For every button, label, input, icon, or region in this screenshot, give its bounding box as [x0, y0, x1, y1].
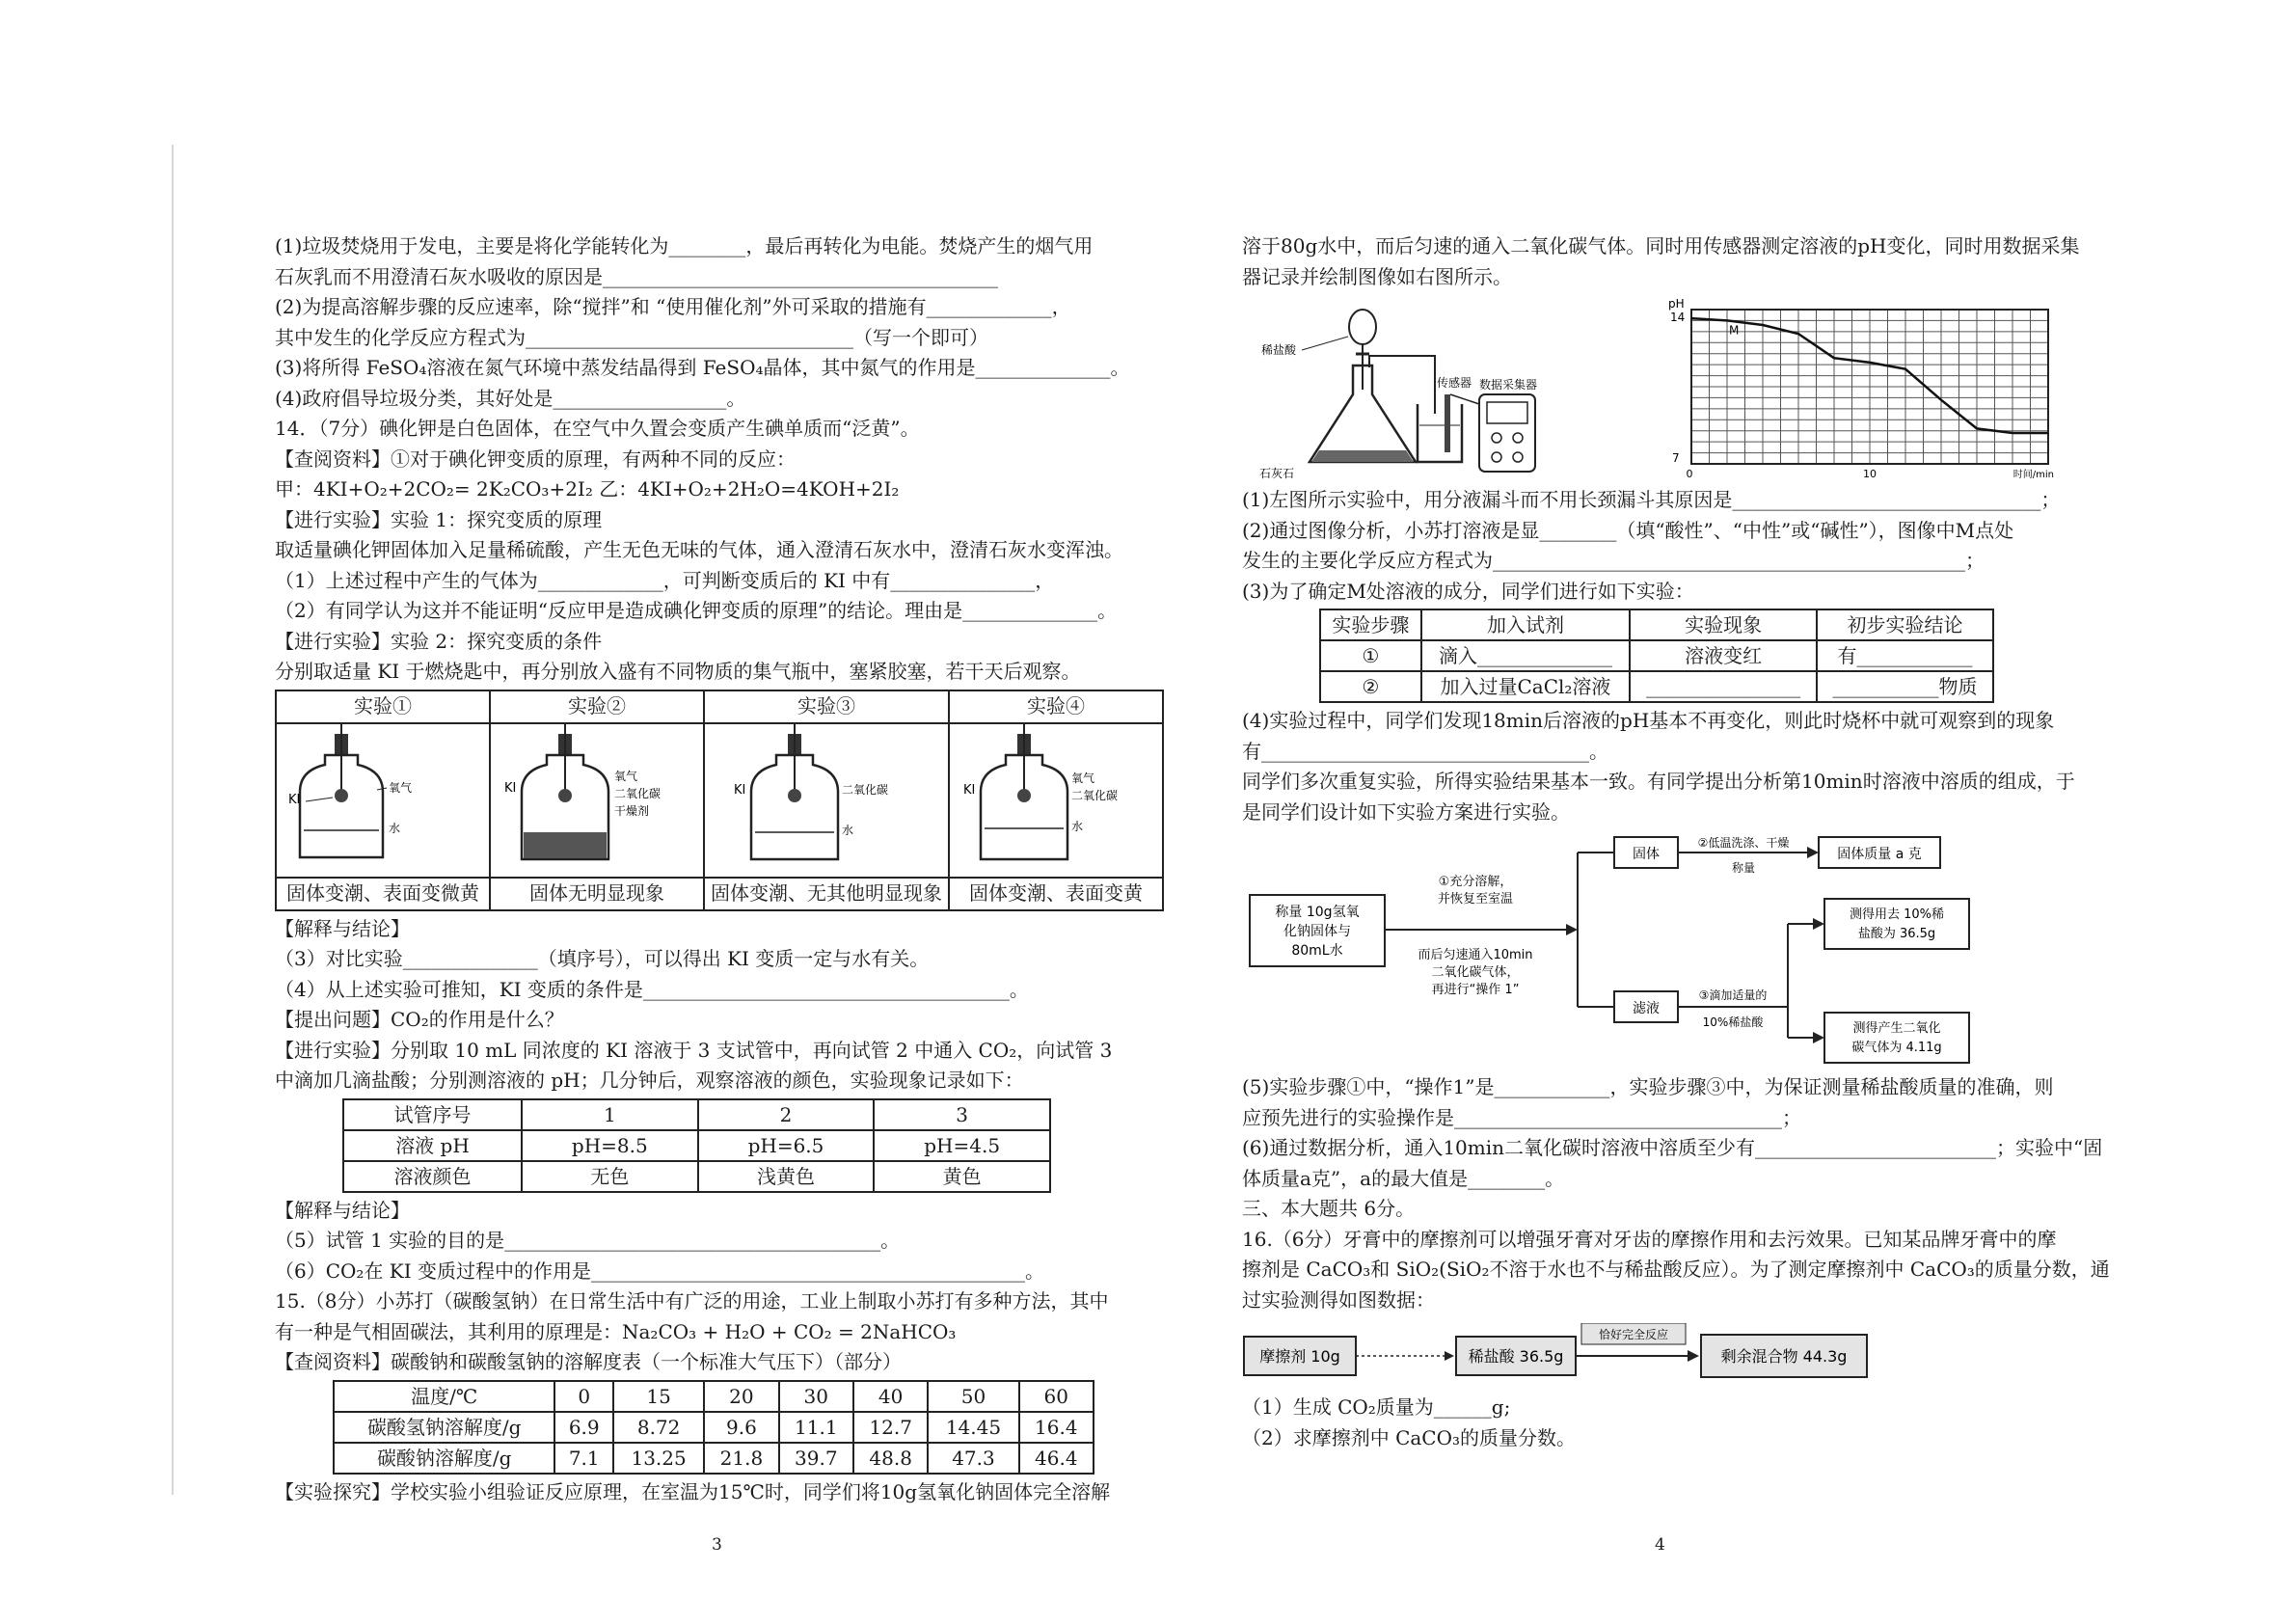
- label-gases-2c: 干燥剂: [614, 803, 650, 818]
- flow-chart: [1248, 835, 2000, 1067]
- q16-acid-box: 稀盐酸 36.5g: [1468, 1347, 1564, 1366]
- solubility-table-cell: 40: [853, 1381, 928, 1412]
- solubility-table-cell: 12.7: [853, 1412, 928, 1443]
- m-table-cell: ②: [1320, 671, 1421, 702]
- solubility-table-cell: 50: [928, 1381, 1018, 1412]
- m-table-cell: 滴入______________: [1421, 640, 1630, 671]
- exp-3-figure: [704, 723, 949, 878]
- label-gases-2b: 二氧化碳: [614, 786, 662, 800]
- text-line-4: 15.（8分）小苏打（碳酸氢钠）在日常生活中有广泛的用途，工业上制取小苏打有多种方法，其中: [275, 1289, 1109, 1313]
- graph-point-m: M: [1729, 323, 1740, 338]
- text-line-2: 器记录并绘制图像如右图所示。: [1242, 264, 1512, 288]
- m-table-cell: 加入过量CaCl₂溶液: [1421, 671, 1630, 702]
- text-line-5: (3)将所得 FeSO₄溶液在氮气环境中蒸发结晶得到 FeSO₄晶体，其中氮气的作用是______________。: [275, 356, 1130, 379]
- m-table-cell: 溶液变红: [1630, 640, 1817, 671]
- text-line-7: 擦剂是 CaCO₃和 SiO₂(SiO₂不溶于水也不与稀盐酸反应）。为了测定摩擦剂中 CaCO₃的质量分数，通: [1242, 1258, 2110, 1281]
- label-water-3: 水: [842, 823, 854, 837]
- exp-result-4: 固体变潮、表面变黄: [949, 878, 1163, 910]
- text-line-1: (5)实验步骤①中，“操作1”是____________，实验步骤③中，为保证测量稀盐酸质量的准确，则: [1242, 1075, 2054, 1098]
- label-ki: KI: [288, 792, 301, 807]
- text-line-6: (4)政府倡导垃圾分类，其好处是__________________。: [275, 386, 746, 410]
- text-line-15: 分别取适量 KI 于燃烧匙中，再分别放入盛有不同物质的集气瓶中，塞紧胶塞，若干天后观察。: [275, 660, 1081, 683]
- text-line-6: 中滴加几滴盐酸；分别测溶液的 pH；几分钟后，观察溶液的颜色，实验现象记录如下：: [275, 1069, 1024, 1092]
- q15-questions: [1242, 485, 2127, 607]
- flow-filtrate-box: 滤液: [1633, 1001, 1660, 1016]
- ph-table-cell: 3: [874, 1099, 1050, 1130]
- ph-table-cell: 黄色: [874, 1161, 1050, 1192]
- text-line-14: 【进行实验】实验 2：探究变质的条件: [275, 629, 603, 653]
- label-water: 水: [389, 821, 401, 835]
- text-line-1: (1)垃圾焚烧用于发电，主要是将化学能转化为________，最后再转化为电能。焚烧产生的烟气用: [275, 234, 1094, 257]
- m-table-cell: ________________: [1630, 671, 1817, 702]
- text-line-1: （1）生成 CO₂质量为______g;: [1242, 1395, 1511, 1419]
- limestone-label: 石灰石: [1259, 467, 1295, 480]
- q15-continued-2: [1242, 706, 2127, 827]
- solubility-table-cell: 7.1: [554, 1443, 613, 1474]
- solubility-table-cell: 47.3: [928, 1443, 1018, 1474]
- text-line-4: 体质量a克”，a的最大值是________。: [1242, 1166, 1565, 1190]
- flow-result-co2: 测得产生二氧化碳气体为 4.11g: [1851, 1021, 1942, 1055]
- label-water-4: 水: [1071, 819, 1084, 833]
- exp-header-1: 实验①: [276, 690, 490, 723]
- text-line-2: （2）求摩擦剂中 CaCO₃的质量分数。: [1242, 1425, 1577, 1449]
- text-line-9: 甲：4KI+O₂+2CO₂= 2K₂CO₃+2I₂ 乙：4KI+O₂+2H₂O=4KOH+2I₂: [275, 477, 900, 501]
- page-number-3: 3: [712, 1535, 722, 1555]
- q15-figures: [1242, 298, 2127, 481]
- text-line-2: 应预先进行的实验操作是__________________________________；: [1242, 1105, 1801, 1129]
- label-o2: 氧气: [389, 780, 413, 795]
- text-line-6: 16.（6分）牙膏中的摩擦剂可以增强牙膏对牙齿的摩擦作用和去污效果。已知某品牌牙膏中的摩: [1242, 1227, 2057, 1251]
- text-line-2: （5）试管 1 实验的目的是_______________________________________。: [275, 1229, 901, 1252]
- flow-solid-result: 固体质量 a 克: [1837, 847, 1922, 862]
- ph-table-cell: 浅黄色: [698, 1161, 875, 1192]
- label-gases-4b: 二氧化碳: [1071, 788, 1119, 802]
- text-line-1: (1)左图所示实验中，用分液漏斗而不用长颈漏斗其原因是________________________________；: [1242, 488, 2061, 511]
- q16-questions: [1242, 1393, 2127, 1453]
- flow-start-box: 称量 10g氢氧化钠固体与 80mL水: [1275, 905, 1360, 959]
- text-line-1: 溶于80g水中，而后匀速的通入二氧化碳气体。同时用传感器测定溶液的pH变化，同时用数据采集: [1242, 234, 2080, 257]
- m-table-header: 实验步骤: [1320, 609, 1421, 640]
- exp-result-1: 固体变潮、表面变微黄: [276, 878, 490, 910]
- text-line-5: 【进行实验】分别取 10 mL 同浓度的 KI 溶液于 3 支试管中，再向试管 2 中通入 CO₂，向试管 3: [275, 1038, 1113, 1062]
- solubility-table-cell: 20: [704, 1381, 778, 1412]
- q16-flow-diagram: [1242, 1323, 2127, 1387]
- solubility-table-cell: 0: [554, 1381, 613, 1412]
- exp-result-2: 固体无明显现象: [490, 878, 704, 910]
- solubility-table-cell: 6.9: [554, 1412, 613, 1443]
- m-table-cell: ①: [1320, 640, 1421, 671]
- q16-residue-box: 剩余混合物 44.3g: [1720, 1347, 1848, 1366]
- m-table-header: 实验现象: [1630, 609, 1817, 640]
- text-line-11: 取适量碘化钾固体加入足量稀硫酸，产生无色无味的气体，通入澄清石灰水中，澄清石灰水变浑浊。: [275, 538, 1123, 561]
- exp-result-3: 固体变潮、无其他明显现象: [704, 878, 949, 910]
- text-line-1: 【解释与结论】: [275, 916, 410, 940]
- text-line-5: 三、本大题共 6分。: [1242, 1197, 1416, 1220]
- label-ki-2: KI: [504, 780, 517, 796]
- graph-y-label: pH: [1668, 298, 1685, 311]
- solubility-table-cell: 11.1: [779, 1412, 853, 1443]
- text-line-2: 有__________________________________。: [1242, 739, 1608, 763]
- label-gases-4a: 氧气: [1071, 771, 1095, 785]
- solubility-table-cell: 13.25: [613, 1443, 704, 1474]
- graph-y-top: 14: [1670, 311, 1686, 324]
- ph-table-cell: pH=8.5: [522, 1130, 698, 1161]
- solubility-table-cell: 48.8: [853, 1443, 928, 1474]
- jar-3-drawing: [720, 724, 932, 869]
- q16-reaction-label: 恰好完全反应: [1598, 1328, 1669, 1341]
- text-line-3: (2)为提高溶解步骤的反应速率，除“搅拌”和 “使用催化剂”外可采取的措施有_____________，: [275, 295, 1071, 318]
- text-line-4: 是同学们设计如下实验方案进行实验。: [1242, 799, 1570, 824]
- collector-label: 数据采集器: [1479, 378, 1538, 392]
- solubility-table-cell: 8.72: [613, 1412, 704, 1443]
- exp-1-figure: [276, 723, 490, 878]
- solubility-table-cell: 30: [779, 1381, 853, 1412]
- solubility-table-cell: 60: [1019, 1381, 1094, 1412]
- label-ki-4: KI: [963, 782, 976, 798]
- text-line-4: 其中发生的化学反应方程式为__________________________________（写一个即可）: [275, 325, 988, 349]
- sensor-label: 传感器: [1437, 376, 1472, 390]
- solubility-table: [333, 1380, 1094, 1475]
- flow-step2-weigh: 称量: [1731, 861, 1756, 875]
- text-line-8: 【查阅资料】①对于碘化钾变质的原理，有两种不同的反应：: [275, 447, 796, 471]
- text-line-13: （2）有同学认为这并不能证明“反应甲是造成碘化钾变质的原理”的结论。理由是______________。: [275, 599, 1118, 622]
- experiment-2-table: [275, 690, 1164, 911]
- exp-header-2: 实验②: [490, 690, 704, 723]
- flow-step3-acid: 10%稀盐酸: [1702, 1015, 1764, 1029]
- q16-friction-agent-box: 摩擦剂 10g: [1259, 1347, 1340, 1366]
- flow-step3-label: ③滴加适量的: [1698, 988, 1768, 1002]
- text-line-2: （3）对比实验______________（填序号），可以得出 KI 变质一定与水有关。: [275, 947, 930, 970]
- text-line-1: (4)实验过程中，同学们发现18min后溶液的pH基本不再变化，则此时烧杯中就可观察到的现象: [1242, 709, 2055, 732]
- text-line-2: (2)通过图像分析，小苏打溶液是显________（填“酸性”、“中性”或“碱性”），图像中M点处: [1242, 518, 2014, 542]
- text-line-1: 【解释与结论】: [275, 1198, 410, 1222]
- graph-x-unit: 时间/min: [2012, 470, 2054, 480]
- jar-4-drawing: [950, 724, 1162, 869]
- solubility-table-cell: 21.8: [704, 1443, 778, 1474]
- binding-margin-line: [172, 145, 174, 1495]
- text-line-12: （1）上述过程中产生的气体为_____________，可判断变质后的 KI 中有_______________，: [275, 568, 1055, 592]
- flow-step2-label: ②低温洗涤、干燥: [1697, 836, 1790, 850]
- solubility-table-cell: 9.6: [704, 1412, 778, 1443]
- q15-q16-text: [1242, 1072, 2127, 1315]
- ph-table-cell: 溶液颜色: [343, 1161, 522, 1192]
- text-line-4: 【提出问题】CO₂的作用是什么？: [275, 1008, 564, 1031]
- solubility-table-cell: 39.7: [779, 1443, 853, 1474]
- solubility-table-cell: 16.4: [1019, 1412, 1094, 1443]
- q15-continued: [1242, 231, 2127, 292]
- q13-q14-intro: [275, 231, 1157, 688]
- ph-table-cell: 溶液 pH: [343, 1130, 522, 1161]
- solubility-table-cell: 15: [613, 1381, 704, 1412]
- page-number-4: 4: [1655, 1535, 1665, 1555]
- solubility-table-cell: 碳酸钠溶解度/g: [334, 1443, 554, 1474]
- flow-result-acid: 测得用去 10%稀盐酸为 36.5g: [1849, 907, 1945, 941]
- ph-time-graph: [1666, 298, 2071, 481]
- flow-step1-detail: 而后匀速通入10min 二氧化碳气体，再进行“操作 1”: [1418, 948, 1533, 997]
- exp-inquiry-line: 【实验探究】学校实验小组验证反应原理，在室温为15℃时，同学们将10g氢氧化钠固体完全溶解: [275, 1479, 1111, 1503]
- ph-table-cell: 1: [522, 1099, 698, 1130]
- text-line-10: 【进行实验】实验 1：探究变质的原理: [275, 507, 603, 531]
- exp-4-figure: [949, 723, 1163, 878]
- graph-y-bottom: 7: [1672, 451, 1680, 465]
- text-line-5: 有一种是气相固碳法，其利用的原理是：Na₂CO₃ + H₂O + CO₂ = 2NaHCO₃: [275, 1319, 957, 1343]
- q14-conclusions: [275, 914, 1157, 1096]
- q15-flow-diagram: [1242, 835, 2127, 1067]
- apparatus-drawing: [1252, 298, 1570, 481]
- acid-label: 稀盐酸: [1261, 343, 1297, 357]
- q16-flow-chart: [1242, 1323, 1917, 1387]
- text-line-4: (3)为了确定M处溶液的成分，同学们进行如下实验：: [1242, 579, 1694, 603]
- text-line-3: (6)通过数据分析，通入10min二氧化碳时溶液中溶质至少有_________________________；实验中“固: [1242, 1136, 2103, 1159]
- solubility-table-cell: 碳酸氢钠溶解度/g: [334, 1412, 554, 1443]
- m-table-header: 初步实验结论: [1817, 609, 1993, 640]
- flow-solid-box: 固体: [1633, 847, 1660, 862]
- graph-x-origin: 0: [1686, 468, 1693, 480]
- ph-table-cell: pH=4.5: [874, 1130, 1050, 1161]
- label-ki-3: KI: [734, 782, 746, 798]
- ph-table-cell: pH=6.5: [698, 1130, 875, 1161]
- exp-header-3: 实验③: [704, 690, 949, 723]
- text-line-3: 同学们多次重复实验，所得实验结果基本一致。有同学提出分析第10min时溶液中溶质的组成，于: [1242, 770, 2075, 793]
- exp-2-figure: [490, 723, 704, 878]
- ph-observation-table: [342, 1098, 1051, 1193]
- m-table-cell: 有____________: [1817, 640, 1993, 671]
- text-line-8: 过实验测得如图数据：: [1242, 1287, 1435, 1312]
- graph-x-mid: 10: [1863, 468, 1877, 480]
- text-line-3: （6）CO₂在 KI 变质过程中的作用是_____________________________________________。: [275, 1259, 1044, 1283]
- m-table-header: 加入试剂: [1421, 609, 1630, 640]
- solubility-table-cell: 46.4: [1019, 1443, 1094, 1474]
- text-line-3: （4）从上述实验可推知，KI 变质的条件是______________________________________。: [275, 977, 1029, 1001]
- ph-table-cell: 无色: [522, 1161, 698, 1192]
- text-line-7: 14．（7分）碘化钾是白色固体，在空气中久置会变质产生碘单质而“泛黄”。: [275, 417, 920, 440]
- page-3-column: [275, 231, 1157, 1507]
- solubility-table-cell: 温度/℃: [334, 1381, 554, 1412]
- page-4-column: [1242, 231, 2127, 1453]
- flow-step1-label: ①充分溶解，并恢复至室温: [1437, 875, 1514, 907]
- m-table-cell: ___________物质: [1817, 671, 1993, 702]
- label-co2-3: 二氧化碳: [842, 782, 889, 797]
- ph-table-cell: 2: [698, 1099, 875, 1130]
- text-line-6: 【查阅资料】碳酸钠和碳酸氢钠的溶解度表（一个标准大气压下）（部分）: [275, 1350, 902, 1373]
- exp-header-4: 实验④: [949, 690, 1163, 723]
- label-gases-2a: 氧气: [614, 769, 638, 783]
- solubility-table-cell: 14.45: [928, 1412, 1018, 1443]
- text-line-2: 石灰乳而不用澄清石灰水吸收的原因是_________________________________________: [275, 264, 998, 288]
- jar-2-drawing: [491, 724, 703, 869]
- m-composition-table: [1319, 609, 1994, 703]
- q14-q15-text: [275, 1196, 1157, 1378]
- text-line-3: 发生的主要化学反应方程式为_________________________________________________；: [1242, 549, 1985, 572]
- ph-table-cell: 试管序号: [343, 1099, 522, 1130]
- jar-1-drawing: [277, 724, 489, 869]
